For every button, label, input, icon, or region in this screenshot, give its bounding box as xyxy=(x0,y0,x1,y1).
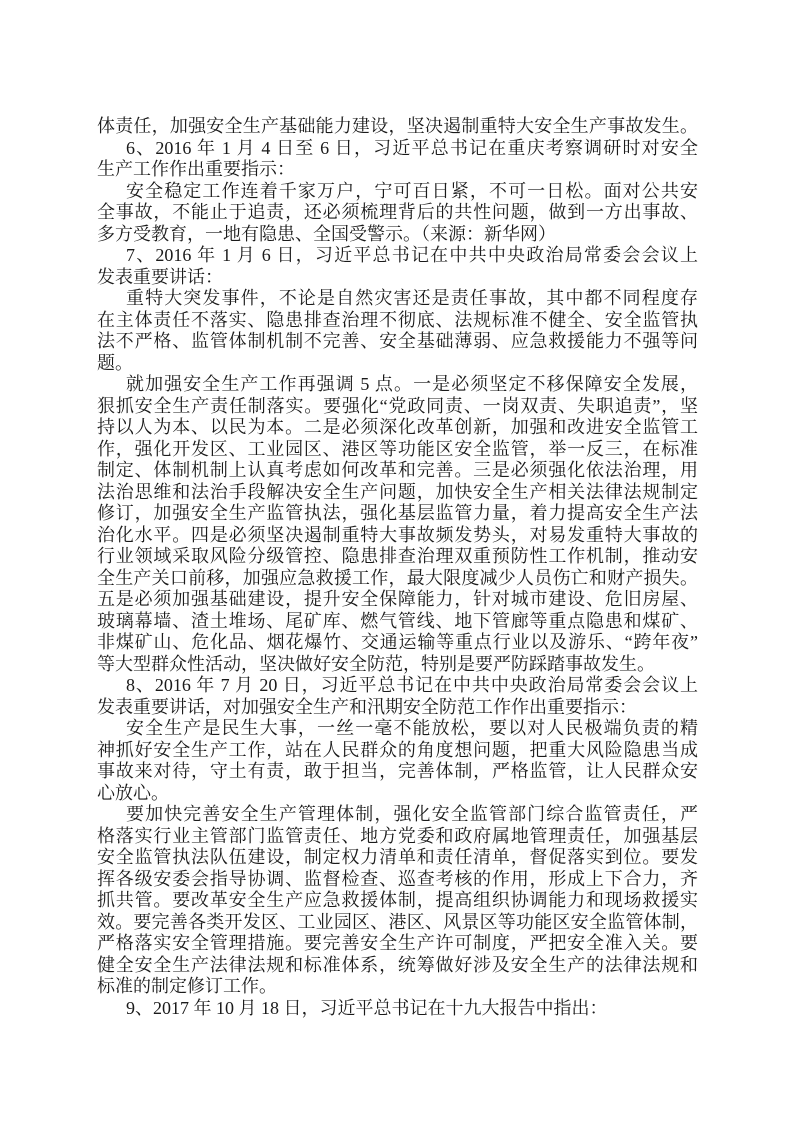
document-line: 玻璃幕墙、渣土堆场、尾矿库、燃气管线、地下管廊等重点隐患和煤矿、 xyxy=(97,610,698,631)
document-line: 挥各级安委会指导协调、监督检查、巡查考核的作用，形成上下合力，齐 xyxy=(97,868,698,889)
document-line: 多方受教育，一地有隐患、全国受警示。（来源：新华网） xyxy=(97,223,556,244)
document-line: 非煤矿山、危化品、烟花爆竹、交通运输等重点行业以及游乐、“跨年夜” xyxy=(97,632,698,652)
document-line: 等大型群众性活动，坚决做好安全防范，特别是要严防踩踏事故发生。 xyxy=(97,653,655,674)
document-line: 作，强化开发区、工业园区、港区等功能区安全监管，举一反三，在标准 xyxy=(97,438,698,459)
document-line: 法治思维和法治手段解决安全生产问题，加快安全生产相关法律法规制定 xyxy=(97,481,698,502)
document-line: 行业领域采取风险分级管控、隐患排查治理双重预防性工作机制，推动安 xyxy=(97,546,698,566)
document-line: 安全监管执法队伍建设，制定权力清单和责任清单，督促落实到位。要发 xyxy=(97,847,698,867)
document-line: 修订，加强安全生产监管执法，强化基层监管力量，着力提高安全生产法 xyxy=(97,503,698,523)
document-line: 在主体责任不落实、隐患排查治理不彻底、法规标准不健全、安全监管执 xyxy=(97,309,698,330)
document-line: 健全安全生产法律法规和标准体系，统筹做好涉及安全生产的法律法规和 xyxy=(97,954,698,975)
document-line: 就加强安全生产工作再强调 5 点。一是必须坚定不移保障安全发展， xyxy=(126,374,698,394)
document-line: 神抓好安全生产工作，站在人民群众的角度想问题，把重大风险隐患当成 xyxy=(97,739,698,760)
document-line: 安全稳定工作连着千家万户，宁可百日紧，不可一日松。面对公共安 xyxy=(126,180,698,201)
document-line: 格落实行业主管部门监管责任、地方党委和政府属地管理责任，加强基层 xyxy=(97,825,698,846)
document-line: 事故来对待，守土有责，敢于担当，完善体制，严格监管，让人民群众安 xyxy=(97,761,698,781)
document-line: 9、2017 年 10 月 18 日，习近平总书记在十九大报告中指出： xyxy=(126,997,608,1018)
document-line: 严格落实安全管理措施。要完善安全生产许可制度，严把安全准入关。要 xyxy=(97,933,698,953)
document-line: 7、2016 年 1 月 6 日，习近平总书记在中共中央政治局常委会会议上 xyxy=(126,245,698,265)
document-line: 6、2016 年 1 月 4 日至 6 日，习近平总书记在重庆考察调研时对安全 xyxy=(126,137,698,158)
document-line: 发表重要讲话，对加强安全生产和汛期安全防范工作作出重要指示： xyxy=(97,696,637,717)
document-line: 法不严格、监管体制机制不完善、安全基础薄弱、应急救援能力不强等问 xyxy=(97,331,698,351)
document-line: 治化水平。四是必须坚决遏制重特大事故频发势头，对易发重特大事故的 xyxy=(97,524,698,545)
document-line: 标准的制定修订工作。 xyxy=(97,976,277,996)
document-line: 8、2016 年 7 月 20 日，习近平总书记在中共中央政治局常委会会议上 xyxy=(126,675,698,695)
document-line: 发表重要讲话： xyxy=(97,266,223,287)
document-line: 制定、体制机制上认真考虑如何改革和完善。三是必须强化依法治理，用 xyxy=(97,460,698,480)
document-line: 安全生产是民生大事，一丝一毫不能放松，要以对人民极端负责的精 xyxy=(126,718,698,738)
document-line: 要加快完善安全生产管理体制，强化安全监管部门综合监管责任，严 xyxy=(126,804,698,824)
document-line: 五是必须加强基础建设，提升安全保障能力，针对城市建设、危旧房屋、 xyxy=(97,589,698,609)
document-line: 全生产关口前移，加强应急救援工作，最大限度减少人员伤亡和财产损失。 xyxy=(97,567,698,588)
document-line: 抓共管。要改革安全生产应急救援体制，提高组织协调能力和现场救援实 xyxy=(97,890,698,910)
document-line: 狠抓安全生产责任制落实。要强化“党政同责、一岗双责、失职追责”，坚 xyxy=(97,395,698,416)
document-text xyxy=(97,116,698,1019)
document-line: 重特大突发事件，不论是自然灾害还是责任事故，其中都不同程度存 xyxy=(126,288,698,308)
document-line: 心放心。 xyxy=(97,782,169,803)
document-line: 效。要完善各类开发区、工业园区、港区、风景区等功能区安全监管体制， xyxy=(97,911,698,932)
document-line: 全事故，不能止于追责，还必须梳理背后的共性问题，做到一方出事故、 xyxy=(97,202,698,222)
document-line: 题。 xyxy=(97,352,133,373)
document-line: 体责任，加强安全生产基础能力建设，坚决遏制重特大安全生产事故发生。 xyxy=(97,116,698,136)
document-line: 生产工作作出重要指示： xyxy=(97,159,295,179)
document-line: 持以人为本、以民为本。二是必须深化改革创新，加强和改进安全监管工 xyxy=(97,417,698,437)
